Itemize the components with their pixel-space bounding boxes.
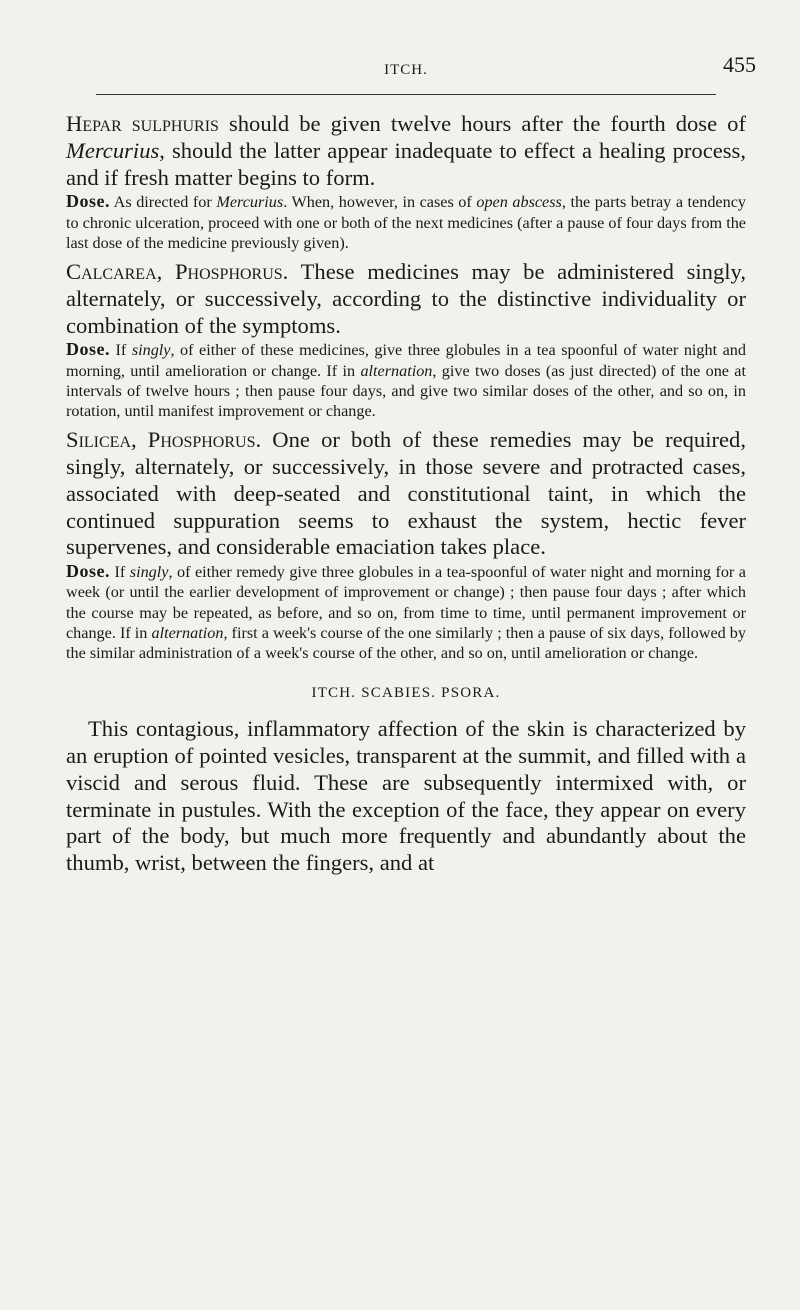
book-page bbox=[66, 52, 756, 877]
calcarea-dose: Dose. If singly, of either of these medicines, give three globules in a tea spoonful of water night and morning, until amelioration or change. If in alternation, give two doses (as just directed) of the one at intervals of twelve hours ; then pause four days, and give two similar doses of the other, and so on, in rotation, until manifest improvement or change. bbox=[66, 339, 746, 420]
page-number: 455 bbox=[723, 52, 756, 77]
remedy-name: Calcarea, Phosphorus. bbox=[66, 259, 289, 284]
dose-label: Dose. bbox=[66, 561, 110, 582]
remedy-name: Silicea, Phosphorus. bbox=[66, 427, 262, 453]
hepar-paragraph: Hepar sulphuris should be given twelve hours after the fourth dose of Mercurius, should the latter appear inadequate to effect a healing process, and if fresh matter begins to form. bbox=[66, 111, 746, 190]
running-title: ITCH. bbox=[384, 62, 428, 78]
silicea-paragraph: Silicea, Phosphorus. One or both of these remedies may be required, singly, alternately, or successively, in those severe and protracted cases, associated with deep-seated and constitutional taint, in which the continued suppuration seems to exhaust the system, hectic fever supervenes, and considerable emaciation takes place. bbox=[66, 427, 746, 560]
calcarea-paragraph: Calcarea, Phosphorus. These medicines may be administered singly, alternately, or successively, according to the distinctive individuality or combination of the symptoms. bbox=[66, 259, 746, 338]
remedy-name: Hepar sulphuris bbox=[66, 111, 219, 136]
hepar-dose: Dose. As directed for Mercurius. When, however, in cases of open abscess, the parts betray a tendency to chronic ulceration, proceed with one or both of the next medicines (after a pause of four days from the last dose of the medicine previously given). bbox=[66, 191, 746, 252]
silicea-dose: Dose. If singly, of either remedy give three globules in a tea-spoonful of water night and morning for a week (or until the earlier development of improvement or change) ; then pause four days ; after which the course may be repeated, as before, and so on, from time to time, until permanent improvement or change. If in alternation, first a week's course of the one similarly ; then a pause of six days, followed by the similar administration of a week's course of the other, and so on, until amelioration or change. bbox=[66, 561, 746, 662]
header-rule bbox=[96, 94, 716, 95]
dose-label: Dose. bbox=[66, 191, 110, 212]
section-heading: ITCH. SCABIES. PSORA. bbox=[311, 685, 501, 702]
itch-paragraph: This contagious, inflammatory affection of the skin is characterized by an eruption of pointed vesicles, transparent at the summit, and filled with a viscid and serous fluid. These are subsequently intermixed with, or terminate in pustules. With the exception of the face, they appear on every part of the body, but much more frequently and abundantly about the thumb, wrist, between the fingers, and at bbox=[66, 716, 746, 876]
running-head bbox=[66, 52, 756, 82]
dose-label: Dose. bbox=[66, 339, 110, 360]
